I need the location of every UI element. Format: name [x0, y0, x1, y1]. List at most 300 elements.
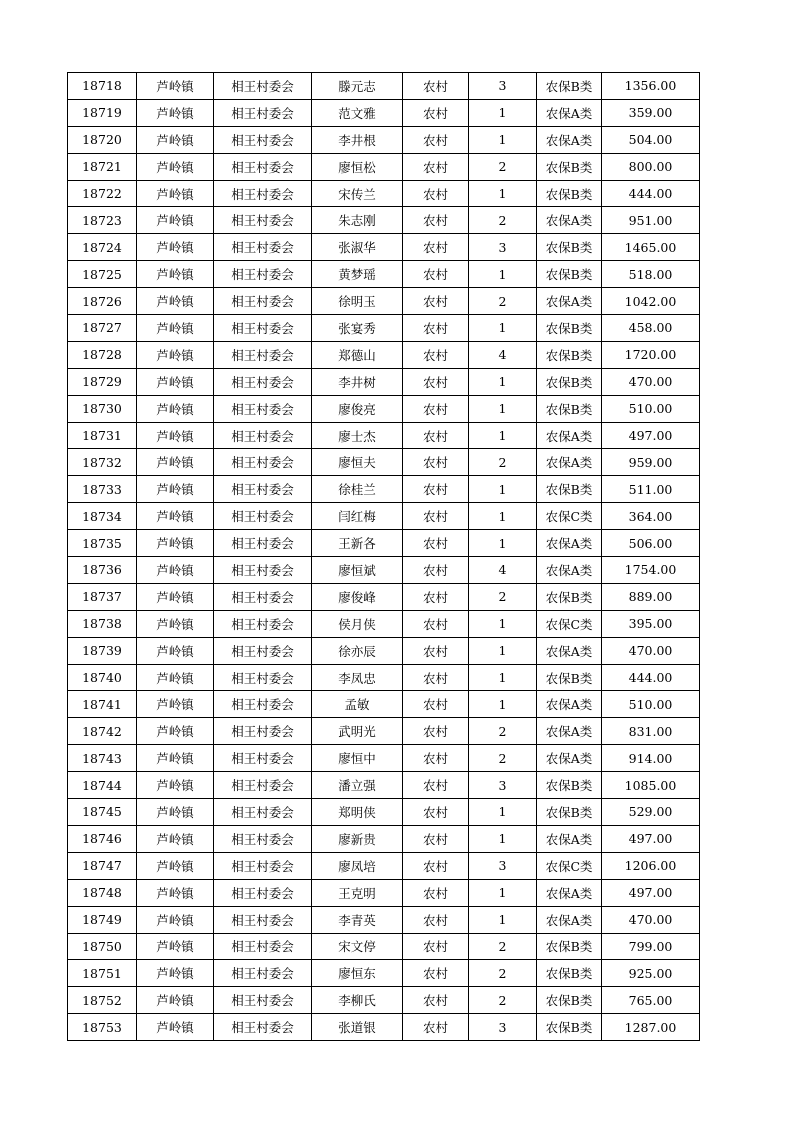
amount-cell: 1042.00 — [602, 288, 700, 315]
table-row — [68, 476, 700, 503]
insurance-category-cell: 农保B类 — [537, 341, 602, 368]
serial-number-cell: 18724 — [68, 234, 137, 261]
amount-cell: 497.00 — [602, 825, 700, 852]
area-type-cell: 农村 — [403, 933, 469, 960]
area-type-cell: 农村 — [403, 207, 469, 234]
village-committee-cell: 相王村委会 — [214, 126, 312, 153]
household-size-cell: 3 — [469, 1014, 537, 1041]
village-committee-cell: 相王村委会 — [214, 987, 312, 1014]
amount-cell: 799.00 — [602, 933, 700, 960]
serial-number-cell: 18733 — [68, 476, 137, 503]
village-committee-cell: 相王村委会 — [214, 610, 312, 637]
town-cell: 芦岭镇 — [137, 852, 214, 879]
name-cell: 李青英 — [312, 906, 403, 933]
serial-number-cell: 18735 — [68, 530, 137, 557]
table-row — [68, 368, 700, 395]
beneficiary-table — [67, 72, 700, 1041]
serial-number-cell: 18751 — [68, 960, 137, 987]
amount-cell: 800.00 — [602, 153, 700, 180]
area-type-cell: 农村 — [403, 637, 469, 664]
insurance-category-cell: 农保C类 — [537, 610, 602, 637]
area-type-cell: 农村 — [403, 825, 469, 852]
household-size-cell: 1 — [469, 530, 537, 557]
amount-cell: 511.00 — [602, 476, 700, 503]
town-cell: 芦岭镇 — [137, 180, 214, 207]
table-row — [68, 1014, 700, 1041]
insurance-category-cell: 农保B类 — [537, 234, 602, 261]
amount-cell: 510.00 — [602, 395, 700, 422]
table-row — [68, 288, 700, 315]
village-committee-cell: 相王村委会 — [214, 825, 312, 852]
household-size-cell: 1 — [469, 879, 537, 906]
insurance-category-cell: 农保B类 — [537, 476, 602, 503]
town-cell: 芦岭镇 — [137, 422, 214, 449]
town-cell: 芦岭镇 — [137, 987, 214, 1014]
insurance-category-cell: 农保B类 — [537, 368, 602, 395]
village-committee-cell: 相王村委会 — [214, 422, 312, 449]
amount-cell: 444.00 — [602, 180, 700, 207]
name-cell: 范文雅 — [312, 99, 403, 126]
town-cell: 芦岭镇 — [137, 610, 214, 637]
serial-number-cell: 18736 — [68, 557, 137, 584]
household-size-cell: 1 — [469, 664, 537, 691]
serial-number-cell: 18737 — [68, 583, 137, 610]
table-row — [68, 772, 700, 799]
village-committee-cell: 相王村委会 — [214, 73, 312, 100]
amount-cell: 470.00 — [602, 906, 700, 933]
area-type-cell: 农村 — [403, 987, 469, 1014]
serial-number-cell: 18741 — [68, 691, 137, 718]
serial-number-cell: 18725 — [68, 261, 137, 288]
town-cell: 芦岭镇 — [137, 153, 214, 180]
insurance-category-cell: 农保B类 — [537, 261, 602, 288]
household-size-cell: 1 — [469, 368, 537, 395]
table-row — [68, 153, 700, 180]
town-cell: 芦岭镇 — [137, 341, 214, 368]
household-size-cell: 2 — [469, 207, 537, 234]
name-cell: 郑明侠 — [312, 799, 403, 826]
insurance-category-cell: 农保B类 — [537, 987, 602, 1014]
serial-number-cell: 18721 — [68, 153, 137, 180]
insurance-category-cell: 农保A类 — [537, 99, 602, 126]
town-cell: 芦岭镇 — [137, 772, 214, 799]
amount-cell: 951.00 — [602, 207, 700, 234]
name-cell: 宋文停 — [312, 933, 403, 960]
area-type-cell: 农村 — [403, 799, 469, 826]
serial-number-cell: 18743 — [68, 745, 137, 772]
amount-cell: 1206.00 — [602, 852, 700, 879]
amount-cell: 925.00 — [602, 960, 700, 987]
insurance-category-cell: 农保B类 — [537, 73, 602, 100]
area-type-cell: 农村 — [403, 879, 469, 906]
area-type-cell: 农村 — [403, 664, 469, 691]
area-type-cell: 农村 — [403, 449, 469, 476]
town-cell: 芦岭镇 — [137, 583, 214, 610]
serial-number-cell: 18729 — [68, 368, 137, 395]
table-row — [68, 933, 700, 960]
town-cell: 芦岭镇 — [137, 879, 214, 906]
insurance-category-cell: 农保A类 — [537, 207, 602, 234]
insurance-category-cell: 农保C类 — [537, 503, 602, 530]
serial-number-cell: 18749 — [68, 906, 137, 933]
table-row — [68, 906, 700, 933]
village-committee-cell: 相王村委会 — [214, 772, 312, 799]
household-size-cell: 1 — [469, 610, 537, 637]
household-size-cell: 3 — [469, 234, 537, 261]
insurance-category-cell: 农保B类 — [537, 315, 602, 342]
insurance-category-cell: 农保B类 — [537, 1014, 602, 1041]
amount-cell: 765.00 — [602, 987, 700, 1014]
insurance-category-cell: 农保B类 — [537, 664, 602, 691]
table-row — [68, 987, 700, 1014]
name-cell: 廖恒东 — [312, 960, 403, 987]
serial-number-cell: 18732 — [68, 449, 137, 476]
amount-cell: 470.00 — [602, 368, 700, 395]
village-committee-cell: 相王村委会 — [214, 799, 312, 826]
village-committee-cell: 相王村委会 — [214, 745, 312, 772]
town-cell: 芦岭镇 — [137, 207, 214, 234]
name-cell: 郑德山 — [312, 341, 403, 368]
table-row — [68, 530, 700, 557]
town-cell: 芦岭镇 — [137, 476, 214, 503]
serial-number-cell: 18734 — [68, 503, 137, 530]
village-committee-cell: 相王村委会 — [214, 691, 312, 718]
town-cell: 芦岭镇 — [137, 960, 214, 987]
table-row — [68, 960, 700, 987]
name-cell: 廖俊亮 — [312, 395, 403, 422]
area-type-cell: 农村 — [403, 99, 469, 126]
table-row — [68, 583, 700, 610]
amount-cell: 359.00 — [602, 99, 700, 126]
serial-number-cell: 18730 — [68, 395, 137, 422]
area-type-cell: 农村 — [403, 583, 469, 610]
insurance-category-cell: 农保A类 — [537, 879, 602, 906]
serial-number-cell: 18750 — [68, 933, 137, 960]
household-size-cell: 1 — [469, 503, 537, 530]
table-row — [68, 261, 700, 288]
area-type-cell: 农村 — [403, 341, 469, 368]
village-committee-cell: 相王村委会 — [214, 288, 312, 315]
name-cell: 潘立强 — [312, 772, 403, 799]
area-type-cell: 农村 — [403, 960, 469, 987]
household-size-cell: 1 — [469, 691, 537, 718]
name-cell: 朱志刚 — [312, 207, 403, 234]
village-committee-cell: 相王村委会 — [214, 207, 312, 234]
insurance-category-cell: 农保B类 — [537, 395, 602, 422]
table-row — [68, 180, 700, 207]
household-size-cell: 2 — [469, 583, 537, 610]
area-type-cell: 农村 — [403, 852, 469, 879]
area-type-cell: 农村 — [403, 153, 469, 180]
village-committee-cell: 相王村委会 — [214, 530, 312, 557]
village-committee-cell: 相王村委会 — [214, 261, 312, 288]
town-cell: 芦岭镇 — [137, 799, 214, 826]
table-row — [68, 73, 700, 100]
household-size-cell: 1 — [469, 906, 537, 933]
insurance-category-cell: 农保A类 — [537, 422, 602, 449]
town-cell: 芦岭镇 — [137, 906, 214, 933]
serial-number-cell: 18747 — [68, 852, 137, 879]
town-cell: 芦岭镇 — [137, 449, 214, 476]
village-committee-cell: 相王村委会 — [214, 879, 312, 906]
insurance-category-cell: 农保B类 — [537, 583, 602, 610]
serial-number-cell: 18723 — [68, 207, 137, 234]
serial-number-cell: 18746 — [68, 825, 137, 852]
village-committee-cell: 相王村委会 — [214, 368, 312, 395]
insurance-category-cell: 农保A类 — [537, 126, 602, 153]
village-committee-cell: 相王村委会 — [214, 718, 312, 745]
area-type-cell: 农村 — [403, 557, 469, 584]
town-cell: 芦岭镇 — [137, 503, 214, 530]
amount-cell: 1754.00 — [602, 557, 700, 584]
town-cell: 芦岭镇 — [137, 126, 214, 153]
table-row — [68, 799, 700, 826]
town-cell: 芦岭镇 — [137, 557, 214, 584]
amount-cell: 1287.00 — [602, 1014, 700, 1041]
serial-number-cell: 18722 — [68, 180, 137, 207]
name-cell: 徐明玉 — [312, 288, 403, 315]
area-type-cell: 农村 — [403, 691, 469, 718]
name-cell: 徐桂兰 — [312, 476, 403, 503]
insurance-category-cell: 农保C类 — [537, 852, 602, 879]
area-type-cell: 农村 — [403, 395, 469, 422]
amount-cell: 831.00 — [602, 718, 700, 745]
town-cell: 芦岭镇 — [137, 664, 214, 691]
amount-cell: 1720.00 — [602, 341, 700, 368]
insurance-category-cell: 农保A类 — [537, 906, 602, 933]
insurance-category-cell: 农保A类 — [537, 745, 602, 772]
town-cell: 芦岭镇 — [137, 637, 214, 664]
serial-number-cell: 18753 — [68, 1014, 137, 1041]
household-size-cell: 1 — [469, 476, 537, 503]
household-size-cell: 1 — [469, 637, 537, 664]
insurance-category-cell: 农保B类 — [537, 772, 602, 799]
amount-cell: 497.00 — [602, 422, 700, 449]
town-cell: 芦岭镇 — [137, 530, 214, 557]
town-cell: 芦岭镇 — [137, 1014, 214, 1041]
table-row — [68, 852, 700, 879]
area-type-cell: 农村 — [403, 718, 469, 745]
household-size-cell: 2 — [469, 745, 537, 772]
village-committee-cell: 相王村委会 — [214, 99, 312, 126]
amount-cell: 1085.00 — [602, 772, 700, 799]
amount-cell: 518.00 — [602, 261, 700, 288]
household-size-cell: 2 — [469, 933, 537, 960]
village-committee-cell: 相王村委会 — [214, 960, 312, 987]
village-committee-cell: 相王村委会 — [214, 315, 312, 342]
area-type-cell: 农村 — [403, 906, 469, 933]
insurance-category-cell: 农保A类 — [537, 288, 602, 315]
household-size-cell: 3 — [469, 73, 537, 100]
table-row — [68, 315, 700, 342]
town-cell: 芦岭镇 — [137, 315, 214, 342]
insurance-category-cell: 农保B类 — [537, 960, 602, 987]
household-size-cell: 1 — [469, 99, 537, 126]
household-size-cell: 3 — [469, 852, 537, 879]
area-type-cell: 农村 — [403, 745, 469, 772]
name-cell: 张道银 — [312, 1014, 403, 1041]
amount-cell: 506.00 — [602, 530, 700, 557]
name-cell: 张淑华 — [312, 234, 403, 261]
area-type-cell: 农村 — [403, 315, 469, 342]
name-cell: 廖俊峰 — [312, 583, 403, 610]
town-cell: 芦岭镇 — [137, 99, 214, 126]
table-row — [68, 503, 700, 530]
amount-cell: 959.00 — [602, 449, 700, 476]
name-cell: 宋传兰 — [312, 180, 403, 207]
name-cell: 李井树 — [312, 368, 403, 395]
insurance-category-cell: 农保A类 — [537, 557, 602, 584]
household-size-cell: 1 — [469, 422, 537, 449]
table-row — [68, 610, 700, 637]
insurance-category-cell: 农保A类 — [537, 718, 602, 745]
amount-cell: 364.00 — [602, 503, 700, 530]
table-row — [68, 126, 700, 153]
table-row — [68, 341, 700, 368]
serial-number-cell: 18739 — [68, 637, 137, 664]
amount-cell: 470.00 — [602, 637, 700, 664]
name-cell: 侯月侠 — [312, 610, 403, 637]
household-size-cell: 3 — [469, 772, 537, 799]
name-cell: 孟敏 — [312, 691, 403, 718]
insurance-category-cell: 农保A类 — [537, 637, 602, 664]
household-size-cell: 1 — [469, 261, 537, 288]
area-type-cell: 农村 — [403, 476, 469, 503]
insurance-category-cell: 农保A类 — [537, 449, 602, 476]
village-committee-cell: 相王村委会 — [214, 449, 312, 476]
name-cell: 廖恒斌 — [312, 557, 403, 584]
village-committee-cell: 相王村委会 — [214, 637, 312, 664]
village-committee-cell: 相王村委会 — [214, 395, 312, 422]
serial-number-cell: 18738 — [68, 610, 137, 637]
table-row — [68, 637, 700, 664]
town-cell: 芦岭镇 — [137, 745, 214, 772]
town-cell: 芦岭镇 — [137, 933, 214, 960]
town-cell: 芦岭镇 — [137, 691, 214, 718]
insurance-category-cell: 农保B类 — [537, 933, 602, 960]
amount-cell: 497.00 — [602, 879, 700, 906]
town-cell: 芦岭镇 — [137, 825, 214, 852]
area-type-cell: 农村 — [403, 368, 469, 395]
table-row — [68, 207, 700, 234]
village-committee-cell: 相王村委会 — [214, 933, 312, 960]
area-type-cell: 农村 — [403, 234, 469, 261]
town-cell: 芦岭镇 — [137, 288, 214, 315]
household-size-cell: 1 — [469, 126, 537, 153]
household-size-cell: 2 — [469, 718, 537, 745]
village-committee-cell: 相王村委会 — [214, 906, 312, 933]
name-cell: 武明光 — [312, 718, 403, 745]
serial-number-cell: 18740 — [68, 664, 137, 691]
name-cell: 闫红梅 — [312, 503, 403, 530]
area-type-cell: 农村 — [403, 261, 469, 288]
household-size-cell: 1 — [469, 395, 537, 422]
name-cell: 廖恒松 — [312, 153, 403, 180]
area-type-cell: 农村 — [403, 503, 469, 530]
area-type-cell: 农村 — [403, 422, 469, 449]
village-committee-cell: 相王村委会 — [214, 557, 312, 584]
table-body — [68, 73, 700, 1041]
insurance-category-cell: 农保B类 — [537, 180, 602, 207]
household-size-cell: 1 — [469, 799, 537, 826]
table-row — [68, 395, 700, 422]
table-row — [68, 691, 700, 718]
household-size-cell: 2 — [469, 288, 537, 315]
amount-cell: 889.00 — [602, 583, 700, 610]
serial-number-cell: 18745 — [68, 799, 137, 826]
area-type-cell: 农村 — [403, 610, 469, 637]
name-cell: 廖凤培 — [312, 852, 403, 879]
name-cell: 廖恒中 — [312, 745, 403, 772]
serial-number-cell: 18727 — [68, 315, 137, 342]
insurance-category-cell: 农保A类 — [537, 825, 602, 852]
name-cell: 张宴秀 — [312, 315, 403, 342]
amount-cell: 504.00 — [602, 126, 700, 153]
village-committee-cell: 相王村委会 — [214, 234, 312, 261]
table-row — [68, 234, 700, 261]
name-cell: 黄梦瑶 — [312, 261, 403, 288]
table-row — [68, 879, 700, 906]
insurance-category-cell: 农保B类 — [537, 799, 602, 826]
name-cell: 李井根 — [312, 126, 403, 153]
area-type-cell: 农村 — [403, 1014, 469, 1041]
area-type-cell: 农村 — [403, 180, 469, 207]
serial-number-cell: 18752 — [68, 987, 137, 1014]
village-committee-cell: 相王村委会 — [214, 852, 312, 879]
serial-number-cell: 18731 — [68, 422, 137, 449]
village-committee-cell: 相王村委会 — [214, 583, 312, 610]
table-row — [68, 664, 700, 691]
serial-number-cell: 18719 — [68, 99, 137, 126]
name-cell: 廖士杰 — [312, 422, 403, 449]
serial-number-cell: 18744 — [68, 772, 137, 799]
table-row — [68, 718, 700, 745]
area-type-cell: 农村 — [403, 73, 469, 100]
amount-cell: 914.00 — [602, 745, 700, 772]
name-cell: 廖恒夫 — [312, 449, 403, 476]
serial-number-cell: 18718 — [68, 73, 137, 100]
household-size-cell: 1 — [469, 180, 537, 207]
name-cell: 徐亦辰 — [312, 637, 403, 664]
table-row — [68, 422, 700, 449]
area-type-cell: 农村 — [403, 772, 469, 799]
amount-cell: 458.00 — [602, 315, 700, 342]
village-committee-cell: 相王村委会 — [214, 180, 312, 207]
village-committee-cell: 相王村委会 — [214, 341, 312, 368]
household-size-cell: 2 — [469, 960, 537, 987]
area-type-cell: 农村 — [403, 126, 469, 153]
town-cell: 芦岭镇 — [137, 234, 214, 261]
village-committee-cell: 相王村委会 — [214, 1014, 312, 1041]
table-row — [68, 557, 700, 584]
household-size-cell: 4 — [469, 341, 537, 368]
name-cell: 王克明 — [312, 879, 403, 906]
amount-cell: 1465.00 — [602, 234, 700, 261]
household-size-cell: 4 — [469, 557, 537, 584]
village-committee-cell: 相王村委会 — [214, 503, 312, 530]
name-cell: 李柳氏 — [312, 987, 403, 1014]
name-cell: 李凤忠 — [312, 664, 403, 691]
serial-number-cell: 18728 — [68, 341, 137, 368]
household-size-cell: 1 — [469, 825, 537, 852]
household-size-cell: 1 — [469, 315, 537, 342]
village-committee-cell: 相王村委会 — [214, 664, 312, 691]
amount-cell: 395.00 — [602, 610, 700, 637]
serial-number-cell: 18748 — [68, 879, 137, 906]
insurance-category-cell: 农保A类 — [537, 530, 602, 557]
village-committee-cell: 相王村委会 — [214, 153, 312, 180]
household-size-cell: 2 — [469, 987, 537, 1014]
